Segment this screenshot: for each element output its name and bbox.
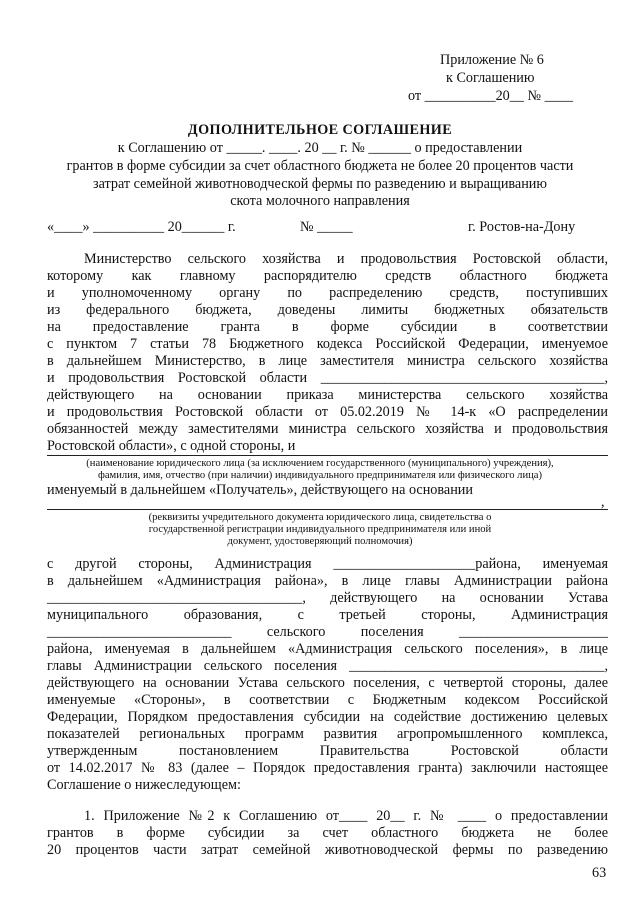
p1-line-7: в дальнейшем Министерство, в лице заместителя министра сельского хозяйства — [47, 353, 608, 369]
p2-line-5: __________________________ сельского поселения _____________________ — [47, 624, 608, 640]
p1-line-2: которому как главному распорядителю средств областного бюджета — [47, 268, 608, 284]
title-line-2: грантов в форме субсидии за счет областного бюджета не более 20 процентов части — [66, 158, 574, 174]
p2-line-10: Федерации, Порядком предоставления субсидии на содействие достижению целевых — [47, 709, 608, 725]
p1-line-3: и уполномоченному органу по распределению средств, поступивших — [47, 285, 608, 301]
p2-line-2: в дальнейшем «Администрация района», в лице главы Администрации района — [47, 573, 608, 589]
p2-line-12: утвержденным постановлением Правительства Ростовской области — [47, 743, 608, 759]
note-recipient-line-2: фамилия, имя, отчество (при наличии) индивидуального предпринимателя или физического лица) — [97, 470, 543, 481]
p1-line-10: и продовольствия Ростовской области от 05.02.2019 № 14-к «О распределении — [47, 404, 608, 420]
note-documents-line-1: (реквизиты учредительного документа юридического лица, свидетельства о — [148, 512, 492, 523]
p2-line-6: района, именуемая в дальнейшем «Администрация сельского поселения», в лице — [47, 641, 608, 657]
note-documents-line-2: государственной регистрации индивидуального предпринимателя или иной — [148, 524, 492, 535]
p3-line-1: 1. Приложение №2 к Соглашению от____ 20__ г. № ____ о предоставлении — [84, 808, 608, 824]
p2-line-14: Соглашение о нижеследующем: — [47, 777, 241, 793]
recipient-line: именуемый в дальнейшем «Получатель», действующего на основании — [47, 482, 473, 498]
p2-line-13: от 14.02.2017 № 83 (далее – Порядок предоставления гранта) заключили настоящее — [47, 760, 608, 776]
page-number: 63 — [592, 865, 607, 881]
p1-line-11: обязанностей между заместителями министра сельского хозяйства и продовольствия — [47, 421, 608, 437]
p1-line-9: действующего на основании приказа министерства сельского хозяйства — [47, 387, 608, 403]
p2-line-11: показателей региональных программ развития агропромышленного комплекса, — [47, 726, 608, 742]
p2-line-9: именуемые «Стороны», в соответствии с Бюджетным кодексом Российской — [47, 692, 608, 708]
p2-line-3: ____________________________________, действующего на основании Устава — [47, 590, 608, 606]
p1-line-1: Министерство сельского хозяйства и продовольствия Ростовской области, — [84, 251, 608, 267]
title-line-3: затрат семейной животноводческой фермы по разведению и выращиванию — [92, 176, 548, 192]
p1-line-5: на предоставление гранта в форме субсидии в соответствии — [47, 319, 608, 335]
agreement-date: «____» __________ 20______ г. — [47, 219, 236, 235]
note-documents-line-3: документ, удостоверяющий полномочия) — [227, 536, 413, 547]
p1-line-6: с пунктом 7 статьи 78 Бюджетного кодекса Российской Федерации, именуемое — [47, 336, 608, 352]
recipient-name-rule — [47, 455, 608, 456]
recipient-comma: , — [601, 494, 605, 510]
agreement-number: № _____ — [300, 219, 353, 235]
title-line-1: к Соглашению от _____. ____. 20 __ г. № ______ о предоставлении — [117, 140, 523, 156]
appendix-label: Приложение № 6 — [440, 52, 544, 68]
title-line-4: скота молочного направления — [230, 193, 410, 209]
appendix-date-line: от __________20__ № ____ — [408, 88, 573, 104]
note-recipient-line-1: (наименование юридического лица (за исключением государственного (муниципального) учреждения), — [86, 458, 554, 469]
p2-line-4: муниципального образования, с третьей стороны, Администрация — [47, 607, 608, 623]
p2-line-1: с другой стороны, Администрация ____________________района, именуемая — [47, 556, 608, 572]
document-title: ДОПОЛНИТЕЛЬНОЕ СОГЛАШЕНИЕ — [187, 122, 453, 138]
p1-line-8: и продовольствия Ростовской области ________________________________________, — [47, 370, 608, 386]
to-agreement-label: к Соглашению — [446, 70, 535, 86]
agreement-city: г. Ростов-на-Дону — [468, 219, 576, 235]
p3-line-3: 20 процентов части затрат семейной животноводческой фермы по разведению — [47, 842, 608, 858]
p3-line-2: грантов в форме субсидии за счет областного бюджета не более — [47, 825, 608, 841]
recipient-documents-rule — [47, 509, 608, 510]
p1-line-12: Ростовской области», с одной стороны, и — [47, 438, 296, 454]
p1-line-4: из федерального бюджета, доведены лимиты бюджетных обязательств — [47, 302, 608, 318]
p2-line-8: действующего на основании Устава сельского поселения, с четвертой стороны, далее — [47, 675, 608, 691]
p2-line-7: главы Администрации сельского поселения ____________________________________, — [47, 658, 608, 674]
